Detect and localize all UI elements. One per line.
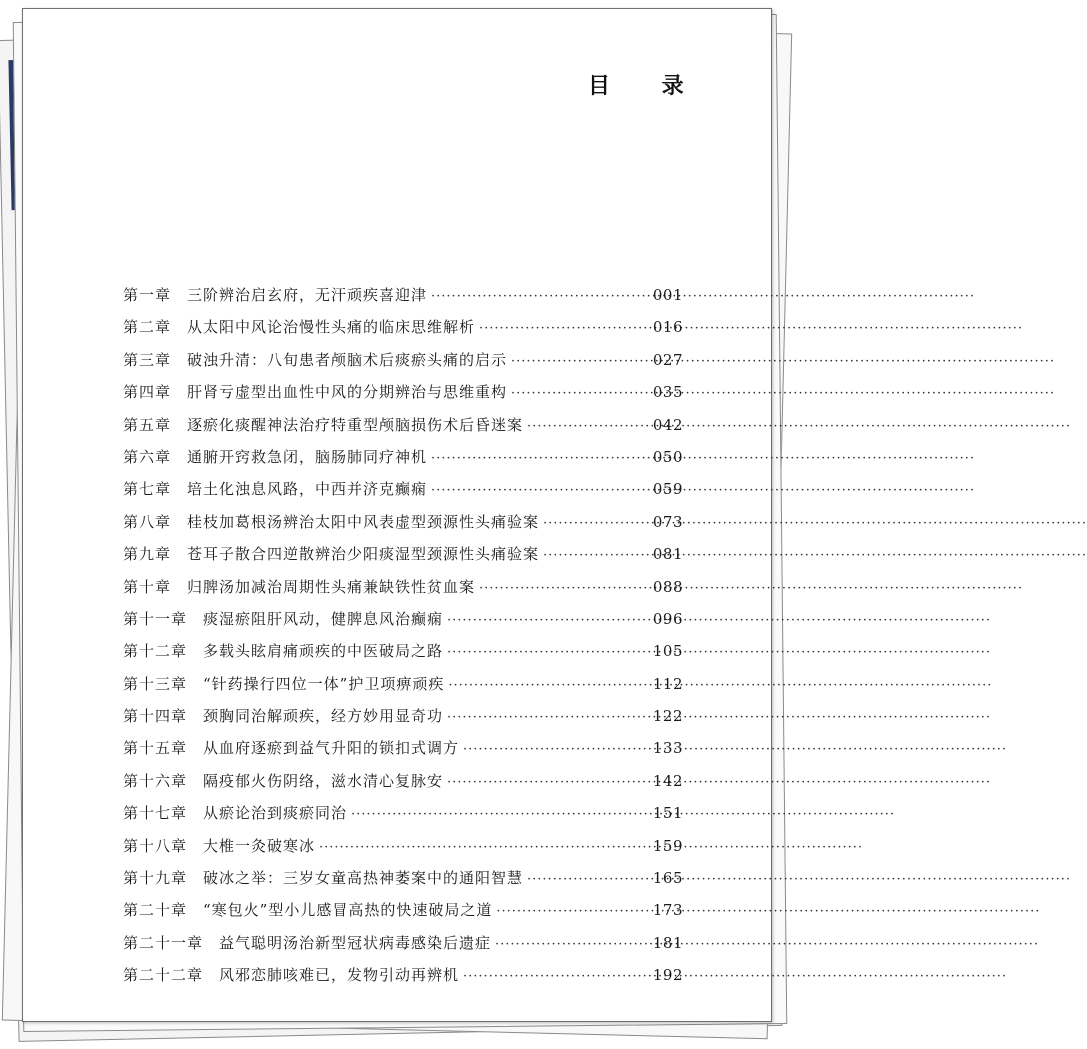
leader-dots [447,775,651,790]
chapter-label: 第十七章 [123,804,188,823]
chapter-label: 第十二章 [123,642,188,661]
chapter-label: 第一章 [123,286,172,304]
leader-dots [319,840,651,855]
page-number: 165 [652,869,683,888]
toc-entry[interactable] [123,770,683,802]
chapter-title: 破浊升清：八旬患者颅脑术后痰瘀头痛的启示 [187,350,508,369]
toc-entry[interactable] [123,608,683,640]
leader-dots [431,483,651,498]
chapter-label: 第三章 [123,350,172,369]
chapter-label: 第五章 [123,415,172,434]
chapter-title: 风邪恋肺咳难已，发物引动再辨机 [219,966,460,985]
page-number: 133 [652,739,683,758]
chapter-title: “寒包火”型小儿感冒高热的快速破局之道 [203,901,493,920]
page-number: 173 [652,901,683,920]
chapter-label: 第二十二章 [123,966,204,985]
page-number: 001 [652,286,683,304]
chapter-title: 逐瘀化痰醒神法治疗特重型颅脑损伤术后昏迷案 [187,415,524,434]
page-number: 151 [652,804,683,823]
toc-entry[interactable] [123,381,683,413]
leader-dots [447,710,651,725]
chapter-label: 第十一章 [123,609,188,628]
chapter-title: 痰湿瘀阻肝风动，健脾息风治癫痫 [203,609,444,628]
toc-entry[interactable] [123,543,683,575]
chapter-title: 三阶辨治启玄府，无汗顽疾喜迎津 [187,286,428,304]
toc-entry[interactable] [123,284,683,316]
toc-entry[interactable] [123,446,683,478]
chapter-title: 颈胸同治解顽疾，经方妙用显奇功 [203,707,444,726]
page-number: 112 [652,674,683,693]
toc-entry[interactable] [123,705,683,737]
leader-dots [511,354,651,369]
page-number: 059 [652,480,683,499]
chapter-title: 从血府逐瘀到益气升阳的锁扣式调方 [203,739,460,758]
toc-entry[interactable] [123,511,683,543]
chapter-label: 第十八章 [123,836,188,855]
toc-entry[interactable] [123,640,683,672]
leader-dots [543,516,651,531]
chapter-label: 第十章 [123,577,172,596]
page-number: 073 [652,512,683,531]
chapter-label: 第十三章 [123,674,188,693]
toc-entry[interactable] [123,964,683,996]
page-number: 192 [652,966,683,985]
chapter-title: 肝肾亏虚型出血性中风的分期辨治与思维重构 [187,383,508,402]
page-number: 142 [652,771,683,790]
chapter-label: 第六章 [123,447,172,466]
chapter-title: 隔疫郁火伤阴络，滋水清心复脉安 [203,771,444,790]
toc-page [22,8,772,1022]
toc-entry[interactable] [123,899,683,931]
page-title: 目 录 [588,73,706,99]
leader-dots [495,937,651,952]
chapter-title: 苍耳子散合四逆散辨治少阳痰湿型颈源性头痛验案 [187,545,540,564]
chapter-title: 多载头眩肩痛顽疾的中医破局之路 [203,642,444,661]
leader-dots [447,645,651,660]
chapter-title: 归脾汤加减治周期性头痛兼缺铁性贫血案 [187,577,476,596]
chapter-label: 第十四章 [123,707,188,726]
chapter-label: 第九章 [123,545,172,564]
chapter-label: 第十九章 [123,869,188,888]
leader-dots [431,289,651,304]
chapter-title: 从瘀论治到痰瘀同治 [203,804,348,823]
toc-entry[interactable] [123,316,683,348]
chapter-label: 第四章 [123,383,172,402]
chapter-label: 第二十一章 [123,933,204,952]
page-number: 016 [652,318,683,337]
leader-dots [511,386,651,401]
toc-entry[interactable] [123,867,683,899]
toc-entry[interactable] [123,835,683,867]
toc-entry[interactable] [123,932,683,964]
leader-dots [448,678,651,693]
chapter-label: 第八章 [123,512,172,531]
toc-entry[interactable] [123,478,683,510]
page-number: 088 [652,577,683,596]
toc-entry[interactable] [123,802,683,834]
chapter-title: 通腑开窍救急闭，脑肠肺同疗神机 [187,447,428,466]
page-number: 159 [652,836,683,855]
leader-dots [527,419,651,434]
leader-dots [431,451,651,466]
chapter-title: 大椎一灸破寒冰 [203,836,316,855]
chapter-label: 第二十章 [123,901,188,920]
chapter-title: 培土化浊息风路，中西并济克癫痫 [187,480,428,499]
table-of-contents [123,284,683,997]
chapter-label: 第十六章 [123,771,188,790]
page-number: 096 [652,609,683,628]
page-number: 027 [652,350,683,369]
page-number: 122 [652,707,683,726]
toc-entry[interactable] [123,414,683,446]
leader-dots [527,872,651,887]
leader-dots [351,807,651,822]
chapter-title: 从太阳中风论治慢性头痛的临床思维解析 [187,318,476,337]
chapter-title: 桂枝加葛根汤辨治太阳中风表虚型颈源性头痛验案 [187,512,540,531]
chapter-label: 第七章 [123,480,172,499]
page-number: 050 [652,447,683,466]
leader-dots [496,904,651,919]
chapter-title: 益气聪明汤治新型冠状病毒感染后遗症 [219,933,492,952]
page-number: 105 [652,642,683,661]
toc-entry[interactable] [123,349,683,381]
leader-dots [463,969,651,984]
leader-dots [479,581,651,596]
leader-dots [479,321,651,336]
page-number: 042 [652,415,683,434]
toc-entry[interactable] [123,737,683,769]
chapter-label: 第十五章 [123,739,188,758]
page-number: 081 [652,545,683,564]
leader-dots [447,613,651,628]
toc-entry[interactable] [123,576,683,608]
chapter-label: 第二章 [123,318,172,337]
leader-dots [543,548,651,563]
page-number: 181 [652,933,683,952]
page-number: 035 [652,383,683,402]
toc-entry[interactable] [123,673,683,705]
leader-dots [463,742,651,757]
chapter-title: 破冰之举：三岁女童高热神萎案中的通阳智慧 [203,869,524,888]
chapter-title: “针药操行四位一体”护卫项痹顽疾 [203,674,445,693]
